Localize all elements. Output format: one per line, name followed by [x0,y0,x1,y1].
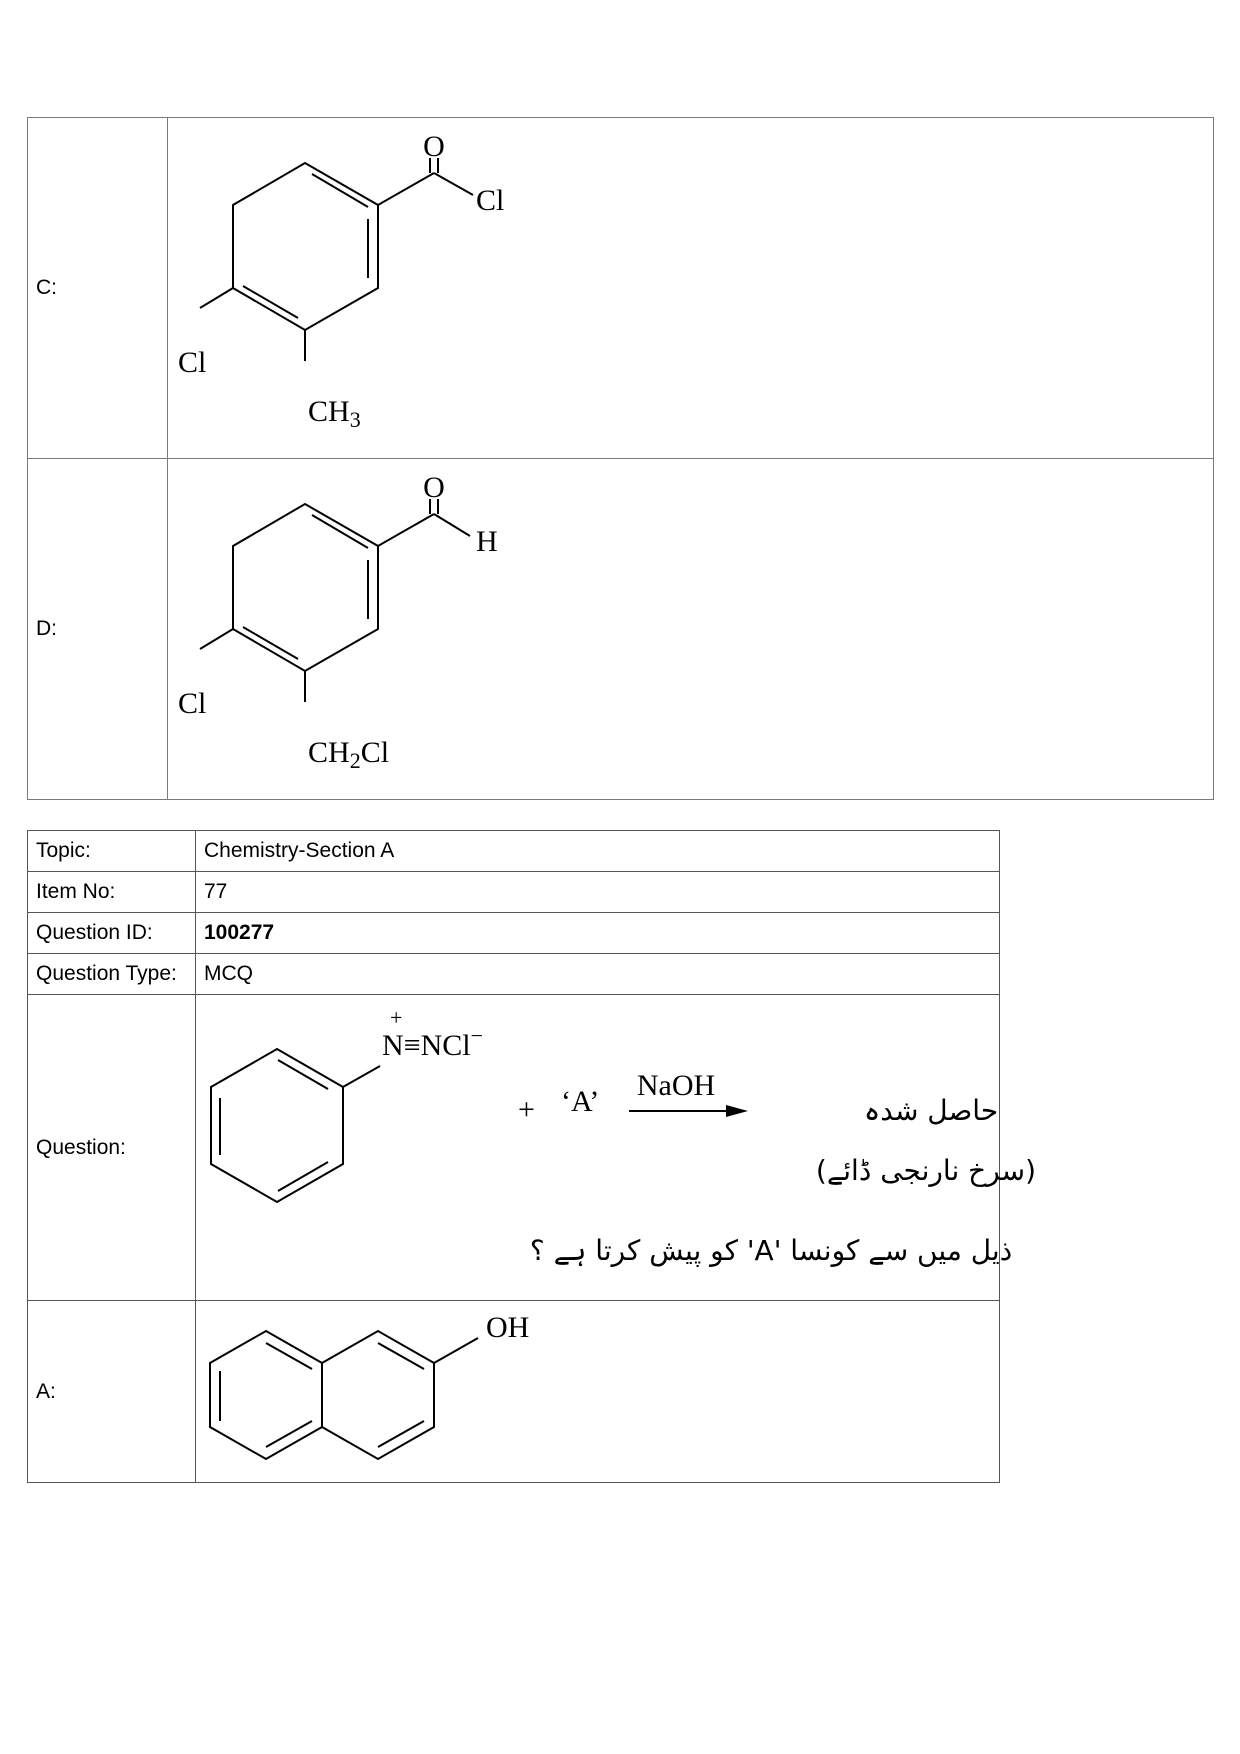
item-no-row [28,872,1000,913]
atom-o: O [423,130,445,163]
group-ch3: $CH_3$ [308,395,361,432]
question-type-value: MCQ [196,954,1000,995]
product-urdu-line2: (سرخ نارنجی ڈائے) [815,1154,1037,1187]
atom-cl-ring: Cl [178,346,207,379]
option-a-label: A: [28,1301,196,1483]
option-d-structure [168,459,1214,800]
reagent-a: ‘A’ [561,1085,600,1118]
option-c-structure [168,118,1214,459]
option-a-row [28,1301,1000,1483]
question-id-value: 100277 [196,913,1000,954]
atom-cl-ring: Cl [178,687,207,720]
atom-cl-acyl: Cl [476,184,505,217]
diazonium-plus: + [390,1005,403,1030]
topic-label: Topic: [28,831,196,872]
question-info-table [27,830,1037,1483]
topic-row [28,831,1000,872]
question-content [196,995,1037,1301]
reagent-naoh: NaOH [636,1069,716,1102]
option-a-structure [196,1301,1000,1483]
atom-o: O [423,471,445,504]
item-no-value: 77 [196,872,1000,913]
naphthol-image [196,1301,999,1482]
item-no-label: Item No: [28,872,196,913]
question-reaction-image [196,995,1037,1300]
question-id-row [28,913,1000,954]
question-urdu-text: ذیل میں سے کونسا 'A' کو پیش کرتا ہے ؟ [529,1234,1013,1267]
atom-h: H [476,525,498,558]
structure-c-image [168,118,1213,458]
product-urdu-line1: حاصل شدہ [863,1094,999,1127]
group-ch2cl: $CH_2Cl$ [308,736,390,773]
option-c-label: C: [28,118,168,459]
diazonium-group: N≡NCl− [382,1023,484,1062]
options-table [27,117,1214,800]
question-id-label: Question ID: [28,913,196,954]
question-label: Question: [28,995,196,1301]
structure-d-image [168,459,1213,799]
question-type-label: Question Type: [28,954,196,995]
topic-value: Chemistry-Section A [196,831,1000,872]
option-row-c [28,118,1214,459]
substituent-oh: OH [486,1311,530,1344]
plus-sign: + [518,1093,535,1126]
question-type-row [28,954,1000,995]
option-d-label: D: [28,459,168,800]
question-row [28,995,1000,1301]
option-row-d [28,459,1214,800]
